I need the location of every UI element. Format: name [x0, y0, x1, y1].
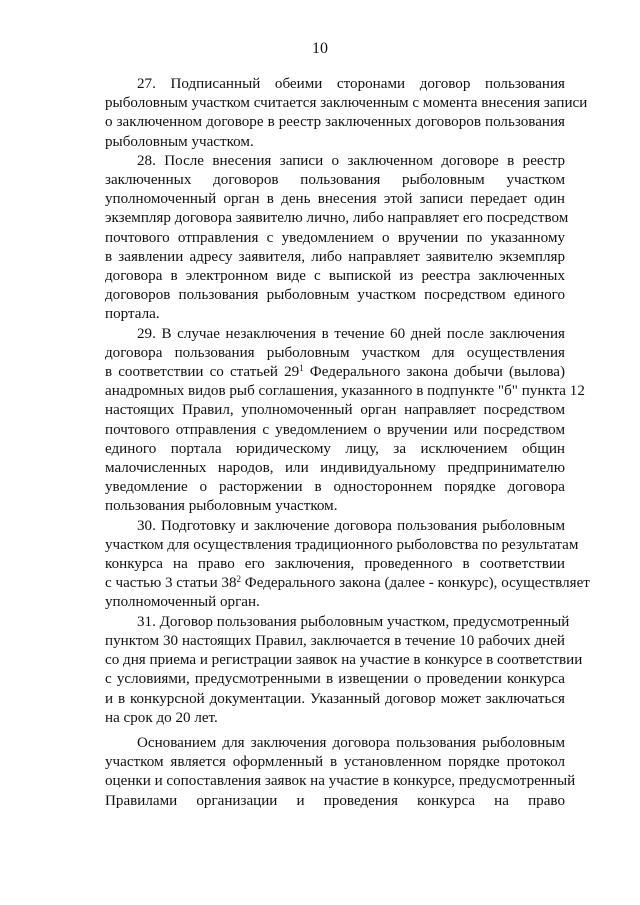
text-line: о заключенном договоре в реестр заключенных договоров пользования: [105, 114, 565, 131]
paragraph-29: [105, 325, 585, 517]
text-line: Основанием для заключения договора пользования рыболовным: [137, 734, 565, 751]
text-line: 29. В случае незаключения в течение 60 дней после заключения: [137, 325, 565, 342]
text-line: уполномоченный орган.: [105, 594, 260, 611]
text-line: пунктом 30 настоящих Правил, заключается в течение 10 рабочих дней: [105, 632, 565, 649]
text-fragment: в соответствии со статьей 29: [105, 364, 300, 381]
text-line: анадромных видов рыб соглашения, указанного в подпункте "б" пункта 12: [105, 383, 585, 400]
text-line: участком для осуществления традиционного рыболовства по результатам: [105, 536, 579, 553]
superscript: 2: [236, 574, 242, 585]
text-line: почтового отправления с уведомлением о вручении по указанному: [105, 229, 565, 246]
text-line: портала.: [105, 306, 160, 323]
text-line: договора пользования рыболовным участком для осуществления: [105, 344, 565, 361]
text-line: почтового отправления с уведомлением о вручении или посредством: [105, 421, 565, 438]
text-line: единого портала юридическому лицу, за исключением общин: [105, 440, 565, 457]
text-line: оценки и сопоставления заявок на участие в конкурсе, предусмотренный: [105, 773, 576, 790]
text-line: экземпляр договора заявителю лично, либо направляет его посредством: [105, 210, 569, 227]
text-line: настоящих Правил, уполномоченный орган направляет посредством: [105, 402, 565, 419]
text-line: уведомление о расторжении в одностороннем порядке договора: [105, 479, 565, 496]
text-line-with-superscript: [105, 574, 590, 593]
superscript: 1: [299, 363, 304, 374]
text-line: 30. Подготовку и заключение договора пользования рыболовным: [137, 517, 565, 534]
text-line: договоров пользования рыболовным участком посредством единого: [105, 287, 565, 304]
text-line: 31. Договор пользования рыболовным участком, предусмотренный: [137, 613, 570, 630]
text-line: рыболовным участком считается заключенным с момента внесения записи: [105, 95, 588, 112]
document-body: [105, 75, 590, 811]
text-line: участком является оформленный в установленном порядке протокол: [105, 754, 565, 771]
text-line: рыболовным участком.: [105, 133, 254, 150]
text-line: 28. После внесения записи о заключенном договоре в реестр: [137, 152, 565, 169]
paragraph-31: [105, 613, 583, 728]
text-line: в заявлении адресу заявителя, либо направляет заявителю экземпляр: [105, 248, 565, 265]
text-line: пользования рыболовным участком.: [105, 498, 338, 515]
text-line: Правилами организации и проведения конкурса на право: [105, 792, 565, 809]
text-line: 27. Подписанный обеими сторонами договор пользования: [137, 76, 565, 92]
paragraph-30: [105, 517, 590, 613]
paragraph-27: [105, 75, 588, 152]
text-line: со дня приема и регистрации заявок на участие в конкурсе в соответствии: [105, 652, 583, 669]
text-fragment: Федерального закона добычи (вылова): [303, 364, 565, 381]
page-number: 10: [312, 40, 328, 57]
text-line: договора в электронном виде с выпиской из реестра заключенных: [105, 268, 565, 285]
text-line: малочисленных народов, или индивидуальному предпринимателю: [105, 460, 565, 477]
text-line: и в конкурсной документации. Указанный договор может заключаться: [105, 690, 565, 707]
paragraph-28: [105, 152, 569, 325]
paragraph-31-continuation: [105, 734, 576, 811]
text-line: на срок до 20 лет.: [105, 709, 218, 726]
text-line: с условиями, предусмотренными в извещении о проведении конкурса: [105, 671, 565, 688]
text-fragment: Федерального закона (далее - конкурс), осуществляет: [241, 575, 590, 592]
text-line-with-superscript: [105, 363, 565, 382]
text-line: заключенных договоров пользования рыболовным участком: [105, 172, 565, 189]
text-line: уполномоченный орган в день внесения этой записи передает один: [105, 191, 565, 208]
text-fragment: с частью 3 статьи 38: [105, 575, 237, 592]
text-line: конкурса на право его заключения, проведенного в соответствии: [105, 556, 565, 573]
